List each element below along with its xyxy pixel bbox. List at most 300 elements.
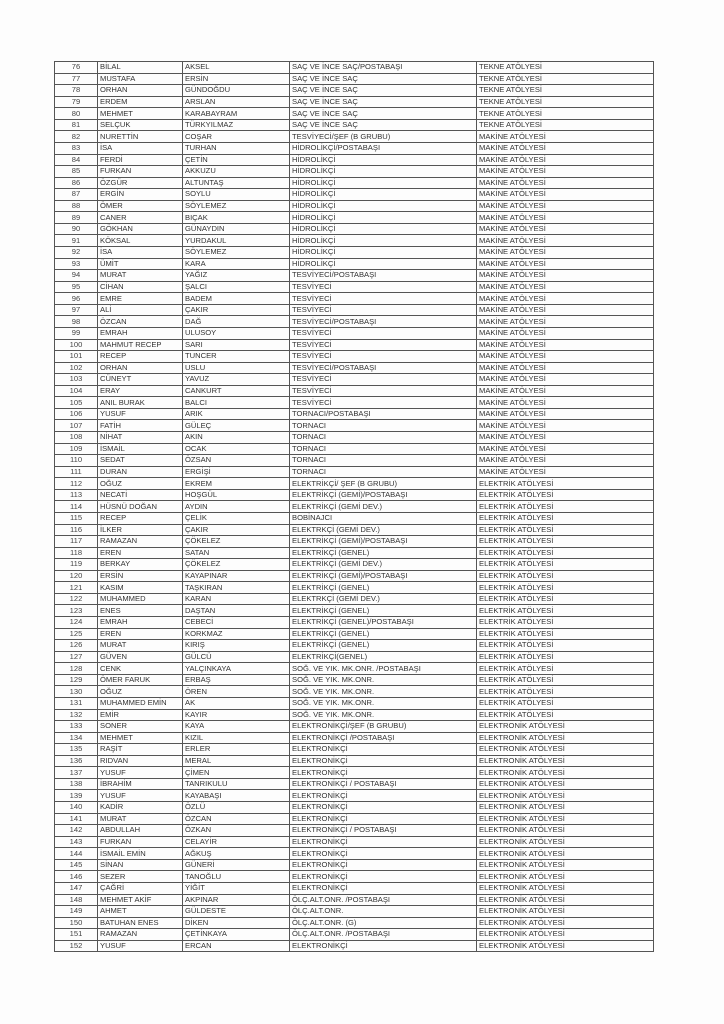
department-cell: MAKİNE ATÖLYESİ [477,385,654,397]
row-number-cell: 131 [55,697,98,709]
last-name-cell: ÇETİNKAYA [183,929,290,941]
job-title-cell: ELEKTRİKÇİ (GEMİ)/POSTABAŞI [290,536,477,548]
last-name-cell: KAYA [183,721,290,733]
first-name-cell: İSMAİL EMİN [98,848,183,860]
department-cell: MAKİNE ATÖLYESİ [477,408,654,420]
department-cell: MAKİNE ATÖLYESİ [477,362,654,374]
table-row [55,478,654,490]
table-row [55,617,654,629]
last-name-cell: TUNCER [183,351,290,363]
table-row [55,593,654,605]
first-name-cell: RECEP [98,512,183,524]
table-row [55,258,654,270]
first-name-cell: MURAT [98,813,183,825]
last-name-cell: ÇETİN [183,154,290,166]
first-name-cell: AHMET [98,906,183,918]
department-cell: ELEKTRONİK ATÖLYESİ [477,778,654,790]
row-number-cell: 101 [55,351,98,363]
first-name-cell: SELÇUK [98,119,183,131]
job-title-cell: SOĞ. VE YIK. MK.ONR. [290,697,477,709]
row-number-cell: 104 [55,385,98,397]
department-cell: MAKİNE ATÖLYESİ [477,166,654,178]
first-name-cell: CÜNEYT [98,374,183,386]
last-name-cell: ERSİN [183,73,290,85]
last-name-cell: HOŞGÜL [183,489,290,501]
row-number-cell: 147 [55,882,98,894]
first-name-cell: MUSTAFA [98,73,183,85]
last-name-cell: TAŞKIRAN [183,582,290,594]
table-row [55,443,654,455]
row-number-cell: 86 [55,177,98,189]
job-title-cell: TORNACI/POSTABAŞI [290,408,477,420]
first-name-cell: ÖMER FARUK [98,674,183,686]
department-cell: TEKNE ATÖLYESİ [477,62,654,74]
job-title-cell: TESVİYECİ [290,304,477,316]
first-name-cell: EREN [98,547,183,559]
table-row [55,501,654,513]
row-number-cell: 112 [55,478,98,490]
department-cell: ELEKTRONİK ATÖLYESİ [477,790,654,802]
personnel-table-body [55,62,654,952]
last-name-cell: CANKURT [183,385,290,397]
row-number-cell: 145 [55,859,98,871]
personnel-table [54,61,654,952]
department-cell: MAKİNE ATÖLYESİ [477,223,654,235]
last-name-cell: ARSLAN [183,96,290,108]
last-name-cell: OCAK [183,443,290,455]
last-name-cell: ÇİMEN [183,767,290,779]
first-name-cell: EMRE [98,293,183,305]
last-name-cell: ERCAN [183,940,290,952]
last-name-cell: SÖYLEMEZ [183,247,290,259]
row-number-cell: 115 [55,512,98,524]
row-number-cell: 92 [55,247,98,259]
last-name-cell: KORKMAZ [183,628,290,640]
department-cell: MAKİNE ATÖLYESİ [477,212,654,224]
department-cell: MAKİNE ATÖLYESİ [477,374,654,386]
department-cell: MAKİNE ATÖLYESİ [477,432,654,444]
first-name-cell: RAMAZAN [98,929,183,941]
department-cell: ELEKTRONİK ATÖLYESİ [477,894,654,906]
job-title-cell: TESVİYECİ [290,281,477,293]
job-title-cell: ELEKTRONİKÇİ [290,836,477,848]
department-cell: MAKİNE ATÖLYESİ [477,304,654,316]
table-row [55,108,654,120]
row-number-cell: 143 [55,836,98,848]
department-cell: ELEKTRONİK ATÖLYESİ [477,755,654,767]
first-name-cell: İLKER [98,524,183,536]
first-name-cell: SEZER [98,871,183,883]
last-name-cell: YİĞİT [183,882,290,894]
last-name-cell: AYDIN [183,501,290,513]
last-name-cell: DAŞTAN [183,605,290,617]
department-cell: ELEKTRONİK ATÖLYESİ [477,813,654,825]
job-title-cell: ELEKTRONİKÇİ [290,882,477,894]
table-row [55,755,654,767]
job-title-cell: TESVİYECİ [290,385,477,397]
row-number-cell: 81 [55,119,98,131]
first-name-cell: YUSUF [98,767,183,779]
first-name-cell: NİHAT [98,432,183,444]
table-row [55,362,654,374]
table-row [55,709,654,721]
last-name-cell: AĞKUŞ [183,848,290,860]
job-title-cell: TORNACI [290,443,477,455]
table-row [55,73,654,85]
row-number-cell: 100 [55,339,98,351]
row-number-cell: 130 [55,686,98,698]
first-name-cell: SİNAN [98,859,183,871]
row-number-cell: 141 [55,813,98,825]
table-row [55,697,654,709]
last-name-cell: AKPINAR [183,894,290,906]
row-number-cell: 79 [55,96,98,108]
department-cell: MAKİNE ATÖLYESİ [477,258,654,270]
job-title-cell: HİDROLİKÇİ [290,235,477,247]
department-cell: ELEKTRİK ATÖLYESİ [477,617,654,629]
row-number-cell: 94 [55,270,98,282]
job-title-cell: ELEKTRONİKÇİ /POSTABAŞI [290,732,477,744]
table-row [55,408,654,420]
department-cell: TEKNE ATÖLYESİ [477,96,654,108]
table-row [55,582,654,594]
first-name-cell: OĞUZ [98,686,183,698]
department-cell: ELEKTRİK ATÖLYESİ [477,501,654,513]
last-name-cell: GÜLEÇ [183,420,290,432]
job-title-cell: HİDROLİKÇİ/POSTABAŞI [290,142,477,154]
table-row [55,778,654,790]
job-title-cell: SAÇ VE İNCE SAÇ/POSTABAŞI [290,62,477,74]
job-title-cell: ELEKTRONİKÇİ/ŞEF (B GRUBU) [290,721,477,733]
row-number-cell: 87 [55,189,98,201]
row-number-cell: 84 [55,154,98,166]
job-title-cell: SOĞ. VE YIK. MK.ONR. [290,686,477,698]
department-cell: MAKİNE ATÖLYESİ [477,131,654,143]
table-row [55,894,654,906]
department-cell: ELEKTRİK ATÖLYESİ [477,536,654,548]
last-name-cell: ERLER [183,744,290,756]
row-number-cell: 140 [55,802,98,814]
row-number-cell: 106 [55,408,98,420]
department-cell: MAKİNE ATÖLYESİ [477,189,654,201]
table-row [55,432,654,444]
last-name-cell: YAVUZ [183,374,290,386]
department-cell: MAKİNE ATÖLYESİ [477,339,654,351]
last-name-cell: AKKUZU [183,166,290,178]
job-title-cell: SAÇ VE İNCE SAÇ [290,108,477,120]
row-number-cell: 119 [55,559,98,571]
last-name-cell: ÖREN [183,686,290,698]
table-row [55,293,654,305]
last-name-cell: SÖYLEMEZ [183,200,290,212]
first-name-cell: YUSUF [98,408,183,420]
row-number-cell: 107 [55,420,98,432]
row-number-cell: 127 [55,651,98,663]
job-title-cell: ELEKTRKÇİ (GEMİ DEV.) [290,593,477,605]
last-name-cell: TANRIKULU [183,778,290,790]
last-name-cell: CELAYİR [183,836,290,848]
table-row [55,871,654,883]
first-name-cell: İSA [98,247,183,259]
row-number-cell: 98 [55,316,98,328]
table-row [55,131,654,143]
table-row [55,351,654,363]
department-cell: ELEKTRONİK ATÖLYESİ [477,882,654,894]
table-row [55,96,654,108]
table-row [55,686,654,698]
job-title-cell: TORNACI [290,466,477,478]
last-name-cell: GÜNAYDIN [183,223,290,235]
first-name-cell: ORHAN [98,85,183,97]
last-name-cell: KARA [183,258,290,270]
last-name-cell: TANOĞLU [183,871,290,883]
last-name-cell: KIZIL [183,732,290,744]
job-title-cell: TORNACI [290,420,477,432]
department-cell: ELEKTRONİK ATÖLYESİ [477,906,654,918]
row-number-cell: 129 [55,674,98,686]
first-name-cell: MURAT [98,270,183,282]
department-cell: MAKİNE ATÖLYESİ [477,327,654,339]
job-title-cell: ELEKTRİKÇİ (GEMİ)/POSTABAŞI [290,570,477,582]
last-name-cell: GÜNDOĞDU [183,85,290,97]
table-row [55,628,654,640]
job-title-cell: ELEKTRONİKÇİ [290,755,477,767]
table-row [55,547,654,559]
last-name-cell: KAYIR [183,709,290,721]
first-name-cell: ERSİN [98,570,183,582]
department-cell: ELEKTRONİK ATÖLYESİ [477,767,654,779]
job-title-cell: TESVİYECİ [290,327,477,339]
department-cell: TEKNE ATÖLYESİ [477,73,654,85]
row-number-cell: 124 [55,617,98,629]
row-number-cell: 133 [55,721,98,733]
department-cell: ELEKTRİK ATÖLYESİ [477,582,654,594]
department-cell: ELEKTRİK ATÖLYESİ [477,697,654,709]
department-cell: MAKİNE ATÖLYESİ [477,247,654,259]
table-row [55,270,654,282]
first-name-cell: MEHMET [98,108,183,120]
last-name-cell: ÖZKAN [183,825,290,837]
department-cell: MAKİNE ATÖLYESİ [477,270,654,282]
table-row [55,536,654,548]
job-title-cell: HİDROLİKÇİ [290,223,477,235]
department-cell: ELEKTRONİK ATÖLYESİ [477,744,654,756]
row-number-cell: 148 [55,894,98,906]
job-title-cell: ELEKTRONİKÇİ [290,767,477,779]
job-title-cell: ELEKTRKÇİ (GEMİ DEV.) [290,524,477,536]
row-number-cell: 150 [55,917,98,929]
last-name-cell: CEBECİ [183,617,290,629]
table-row [55,651,654,663]
job-title-cell: ELEKTRİKÇİ (GEMİ DEV.) [290,559,477,571]
first-name-cell: ENES [98,605,183,617]
job-title-cell: ELEKTRONİKÇİ / POSTABAŞI [290,778,477,790]
department-cell: TEKNE ATÖLYESİ [477,85,654,97]
job-title-cell: HİDROLİKÇİ [290,189,477,201]
table-row [55,744,654,756]
department-cell: ELEKTRİK ATÖLYESİ [477,512,654,524]
last-name-cell: USLU [183,362,290,374]
job-title-cell: ELEKTRİKÇİ/ ŞEF (B GRUBU) [290,478,477,490]
first-name-cell: SEDAT [98,455,183,467]
job-title-cell: TORNACI [290,432,477,444]
last-name-cell: YURDAKUL [183,235,290,247]
job-title-cell: TESVİYECİ [290,293,477,305]
first-name-cell: EMRAH [98,327,183,339]
department-cell: TEKNE ATÖLYESİ [477,119,654,131]
first-name-cell: GÜVEN [98,651,183,663]
job-title-cell: ELEKTRİKÇİ(GENEL) [290,651,477,663]
row-number-cell: 136 [55,755,98,767]
department-cell: ELEKTRİK ATÖLYESİ [477,651,654,663]
row-number-cell: 139 [55,790,98,802]
row-number-cell: 142 [55,825,98,837]
table-row [55,142,654,154]
job-title-cell: SAÇ VE İNCE SAÇ [290,119,477,131]
department-cell: ELEKTRONİK ATÖLYESİ [477,732,654,744]
first-name-cell: FERDİ [98,154,183,166]
first-name-cell: EMRAH [98,617,183,629]
row-number-cell: 152 [55,940,98,952]
row-number-cell: 91 [55,235,98,247]
first-name-cell: ALİ [98,304,183,316]
table-row [55,732,654,744]
department-cell: MAKİNE ATÖLYESİ [477,316,654,328]
department-cell: ELEKTRİK ATÖLYESİ [477,686,654,698]
first-name-cell: ANIL BURAK [98,397,183,409]
job-title-cell: HİDROLİKÇİ [290,154,477,166]
job-title-cell: SOĞ. VE YIK. MK.ONR. /POSTABAŞI [290,663,477,675]
last-name-cell: ÇÖKELEZ [183,559,290,571]
job-title-cell: TESVİYECİ [290,374,477,386]
last-name-cell: ÖZCAN [183,813,290,825]
first-name-cell: MURAT [98,640,183,652]
row-number-cell: 120 [55,570,98,582]
row-number-cell: 137 [55,767,98,779]
first-name-cell: SONER [98,721,183,733]
first-name-cell: ERDEM [98,96,183,108]
table-row [55,825,654,837]
last-name-cell: AKIN [183,432,290,444]
job-title-cell: TESVİYECİ [290,351,477,363]
department-cell: MAKİNE ATÖLYESİ [477,443,654,455]
table-row [55,223,654,235]
table-row [55,247,654,259]
row-number-cell: 125 [55,628,98,640]
table-row [55,663,654,675]
table-row [55,466,654,478]
department-cell: ELEKTRİK ATÖLYESİ [477,709,654,721]
first-name-cell: YUSUF [98,940,183,952]
first-name-cell: NURETTİN [98,131,183,143]
job-title-cell: ELEKTRİKÇİ (GENEL) [290,628,477,640]
row-number-cell: 103 [55,374,98,386]
department-cell: MAKİNE ATÖLYESİ [477,420,654,432]
last-name-cell: ÖZSAN [183,455,290,467]
first-name-cell: RAMAZAN [98,536,183,548]
table-row [55,640,654,652]
job-title-cell: TESVİYECİ [290,397,477,409]
row-number-cell: 97 [55,304,98,316]
job-title-cell: ELEKTRİKÇİ (GEMİ DEV.) [290,501,477,513]
job-title-cell: TESVİYECİ/POSTABAŞI [290,362,477,374]
table-row [55,119,654,131]
last-name-cell: BALCI [183,397,290,409]
job-title-cell: ÖLÇ.ALT.ONR. (G) [290,917,477,929]
last-name-cell: SARI [183,339,290,351]
table-row [55,177,654,189]
last-name-cell: YALÇINKAYA [183,663,290,675]
row-number-cell: 134 [55,732,98,744]
first-name-cell: EREN [98,628,183,640]
first-name-cell: CENK [98,663,183,675]
table-row [55,420,654,432]
department-cell: ELEKTRONİK ATÖLYESİ [477,859,654,871]
department-cell: MAKİNE ATÖLYESİ [477,455,654,467]
last-name-cell: GÜLDESTE [183,906,290,918]
row-number-cell: 121 [55,582,98,594]
job-title-cell: ELEKTRONİKÇİ [290,871,477,883]
first-name-cell: CİHAN [98,281,183,293]
job-title-cell: ELEKTRİKÇİ (GENEL) [290,582,477,594]
table-row [55,836,654,848]
department-cell: ELEKTRONİK ATÖLYESİ [477,721,654,733]
department-cell: ELEKTRİK ATÖLYESİ [477,570,654,582]
job-title-cell: ÖLÇ.ALT.ONR. /POSTABAŞI [290,894,477,906]
row-number-cell: 114 [55,501,98,513]
department-cell: ELEKTRİK ATÖLYESİ [477,628,654,640]
first-name-cell: RECEP [98,351,183,363]
first-name-cell: DURAN [98,466,183,478]
row-number-cell: 146 [55,871,98,883]
row-number-cell: 88 [55,200,98,212]
job-title-cell: ÖLÇ.ALT.ONR. [290,906,477,918]
row-number-cell: 126 [55,640,98,652]
first-name-cell: YUSUF [98,790,183,802]
job-title-cell: TESVİYECİ/POSTABAŞI [290,316,477,328]
table-row [55,813,654,825]
row-number-cell: 95 [55,281,98,293]
table-row [55,859,654,871]
table-row [55,304,654,316]
row-number-cell: 123 [55,605,98,617]
job-title-cell: HİDROLİKÇİ [290,258,477,270]
table-row [55,397,654,409]
table-row [55,929,654,941]
last-name-cell: ÇELİK [183,512,290,524]
first-name-cell: RAŞİT [98,744,183,756]
first-name-cell: OĞUZ [98,478,183,490]
last-name-cell: GÜNERİ [183,859,290,871]
job-title-cell: HİDROLİKÇİ [290,212,477,224]
row-number-cell: 85 [55,166,98,178]
last-name-cell: KAYABAŞI [183,790,290,802]
table-row [55,385,654,397]
row-number-cell: 117 [55,536,98,548]
job-title-cell: HİDROLİKÇİ [290,166,477,178]
last-name-cell: GÜLCÜ [183,651,290,663]
last-name-cell: AK [183,697,290,709]
first-name-cell: ÖZGÜR [98,177,183,189]
first-name-cell: FURKAN [98,836,183,848]
job-title-cell: SAÇ VE İNCE SAÇ [290,85,477,97]
table-row [55,154,654,166]
first-name-cell: MUHAMMED EMİN [98,697,183,709]
department-cell: ELEKTRİK ATÖLYESİ [477,524,654,536]
department-cell: MAKİNE ATÖLYESİ [477,200,654,212]
department-cell: MAKİNE ATÖLYESİ [477,154,654,166]
row-number-cell: 149 [55,906,98,918]
